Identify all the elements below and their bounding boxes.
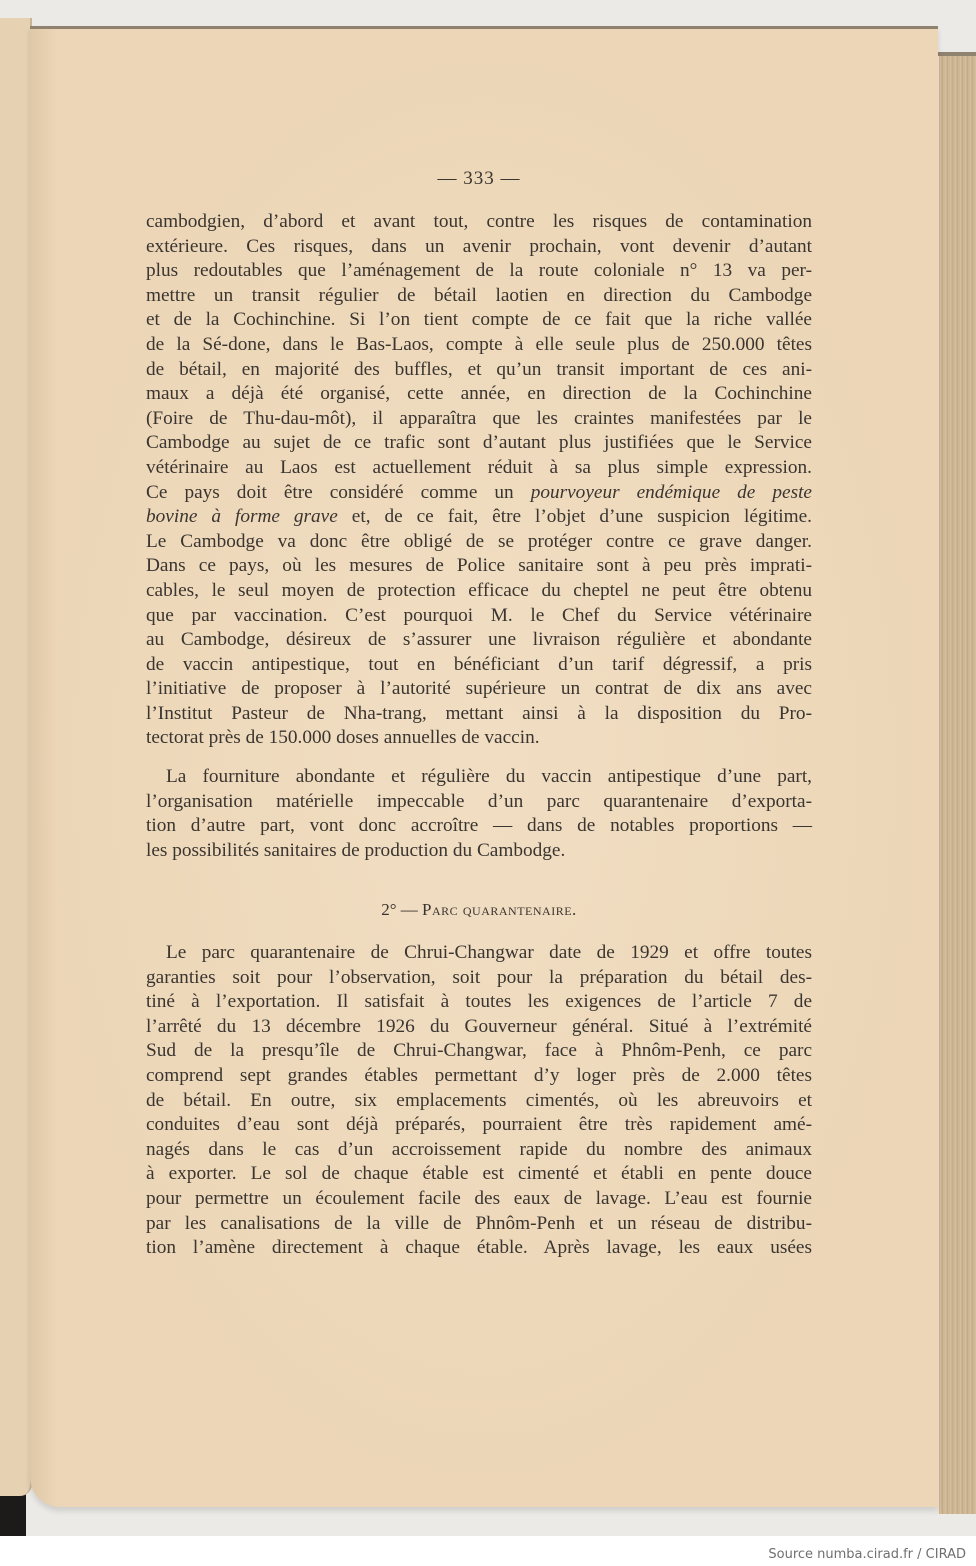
text-line: La fourniture abondante et régulière du vaccin antipestique d’une part,: [166, 766, 812, 787]
text-line: mettre un transit régulier de bétail laotien en direction du Cambodge: [146, 284, 812, 306]
text-line: tiné à l’exportation. Il satisfait à toutes les exigences de l’article 7 de: [146, 991, 812, 1013]
previous-page-edge: [0, 18, 32, 1496]
text-line: comprend sept grandes étables permettant d’y loger près de 2.000 têtes: [146, 1064, 812, 1086]
paragraph-3: [146, 941, 812, 1261]
text-line: Cambodge au sujet de ce trafic sont d’autant plus justifiées que le Service: [146, 432, 812, 454]
text-segment: et, de ce fait, être l’objet d’une suspicion légitime.: [337, 506, 812, 528]
text-line: pour permettre un écoulement facile des eaux de lavage. L’eau est fournie: [146, 1187, 812, 1209]
paragraph-1: [146, 210, 812, 751]
text-line: par les canalisations de la ville de Phnôm-Penh et un réseau de distribu-: [146, 1212, 812, 1234]
text-line: conduites d’eau sont déjà préparés, pourraient être très rapidement amé-: [146, 1114, 812, 1136]
text-line: tion d’autre part, vont donc accroître — dans de notables proportions —: [146, 815, 812, 837]
text-line: plus redoutables que l’aménagement de la route coloniale n° 13 va per-: [146, 260, 812, 282]
text-line: que par vaccination. C’est pourquoi M. le Chef du Service vétérinaire: [146, 604, 812, 626]
italic-phrase: bovine à forme grave: [146, 506, 338, 528]
page-number: — 333 —: [437, 168, 521, 189]
text-line: l’Institut Pasteur de Nha-trang, mettant ainsi à la disposition du Pro-: [146, 702, 812, 724]
italic-phrase: pourvoyeur endémique de peste: [530, 481, 812, 503]
section-heading: [146, 900, 812, 920]
text-line: de la Sé-done, dans le Bas-Laos, compte à elle seule plus de 250.000 têtes: [146, 333, 812, 355]
text-line: de bétail, en majorité des buffles, et qu’un transit important de ces ani-: [146, 358, 812, 380]
text-line: de vaccin antipestique, tout en bénéficiant d’un tarif dégressif, a pris: [146, 653, 812, 675]
text-line: et de la Cochinchine. Si l’on tient compte de ce fait que la riche vallée: [146, 309, 812, 331]
section-title: Parc quarantenaire.: [422, 900, 577, 919]
text-line-mixed: [146, 481, 812, 506]
text-line: l’arrêté du 13 décembre 1926 du Gouverneur général. Situé à l’extrémité: [146, 1015, 812, 1037]
text-line: les possibilités sanitaires de production du Cambodge.: [146, 839, 566, 861]
paragraph-2: [146, 765, 812, 863]
text-line: l’initiative de proposer à l’autorité supérieure un contrat de dix ans avec: [146, 678, 812, 700]
text-line: Le Cambodge va donc être obligé de se protéger contre ce grave danger.: [146, 530, 812, 552]
source-credit: Source numba.cirad.fr / CIRAD: [768, 1547, 966, 1562]
text-line: l’organisation matérielle impeccable d’un parc quarantenaire d’exporta-: [146, 790, 812, 812]
text-line: cambodgien, d’abord et avant tout, contre les risques de contamination: [146, 211, 812, 232]
text-line: au Cambodge, désireux de s’assurer une livraison régulière et abondante: [146, 629, 812, 651]
text-line: garanties soit pour l’observation, soit pour la préparation du bétail des-: [146, 966, 812, 988]
text-line: vétérinaire au Laos est actuellement réduit à sa plus simple expression.: [146, 456, 812, 478]
text-line: cables, le seul moyen de protection efficace du cheptel ne peut être obtenu: [146, 579, 812, 601]
text-line: nagés dans le cas d’un accroissement rapide du nombre des animaux: [146, 1138, 812, 1160]
text-line: tion l’amène directement à chaque étable. Après lavage, les eaux usées: [146, 1237, 812, 1259]
section-number: 2° —: [381, 900, 422, 919]
page-stack-edges: [937, 52, 976, 1514]
text-line: (Foire de Thu-dau-môt), il apparaîtra que les craintes manifestées par le: [146, 407, 812, 429]
text-line: Dans ce pays, où les mesures de Police sanitaire sont à peu près imprati-: [146, 555, 812, 577]
text-line: Sud de la presqu’île de Chrui-Changwar, face à Phnôm-Penh, ce parc: [146, 1040, 812, 1062]
text-line: de bétail. En outre, six emplacements cimentés, où les abreuvoirs et: [146, 1089, 812, 1111]
text-line: tectorat près de 150.000 doses annuelles de vaccin.: [146, 727, 540, 749]
text-segment: Ce pays doit être considéré comme un: [146, 481, 531, 503]
text-line: Le parc quarantenaire de Chrui-Changwar date de 1929 et offre toutes: [166, 942, 812, 963]
text-line-mixed: [146, 505, 812, 530]
text-line: extérieure. Ces risques, dans un avenir prochain, vont devenir d’autant: [146, 235, 812, 257]
text-line: maux a déjà été organisé, cette année, en direction de la Cochinchine: [146, 383, 812, 405]
text-line: à exporter. Le sol de chaque étable est cimenté et établi en pente douce: [146, 1163, 812, 1185]
